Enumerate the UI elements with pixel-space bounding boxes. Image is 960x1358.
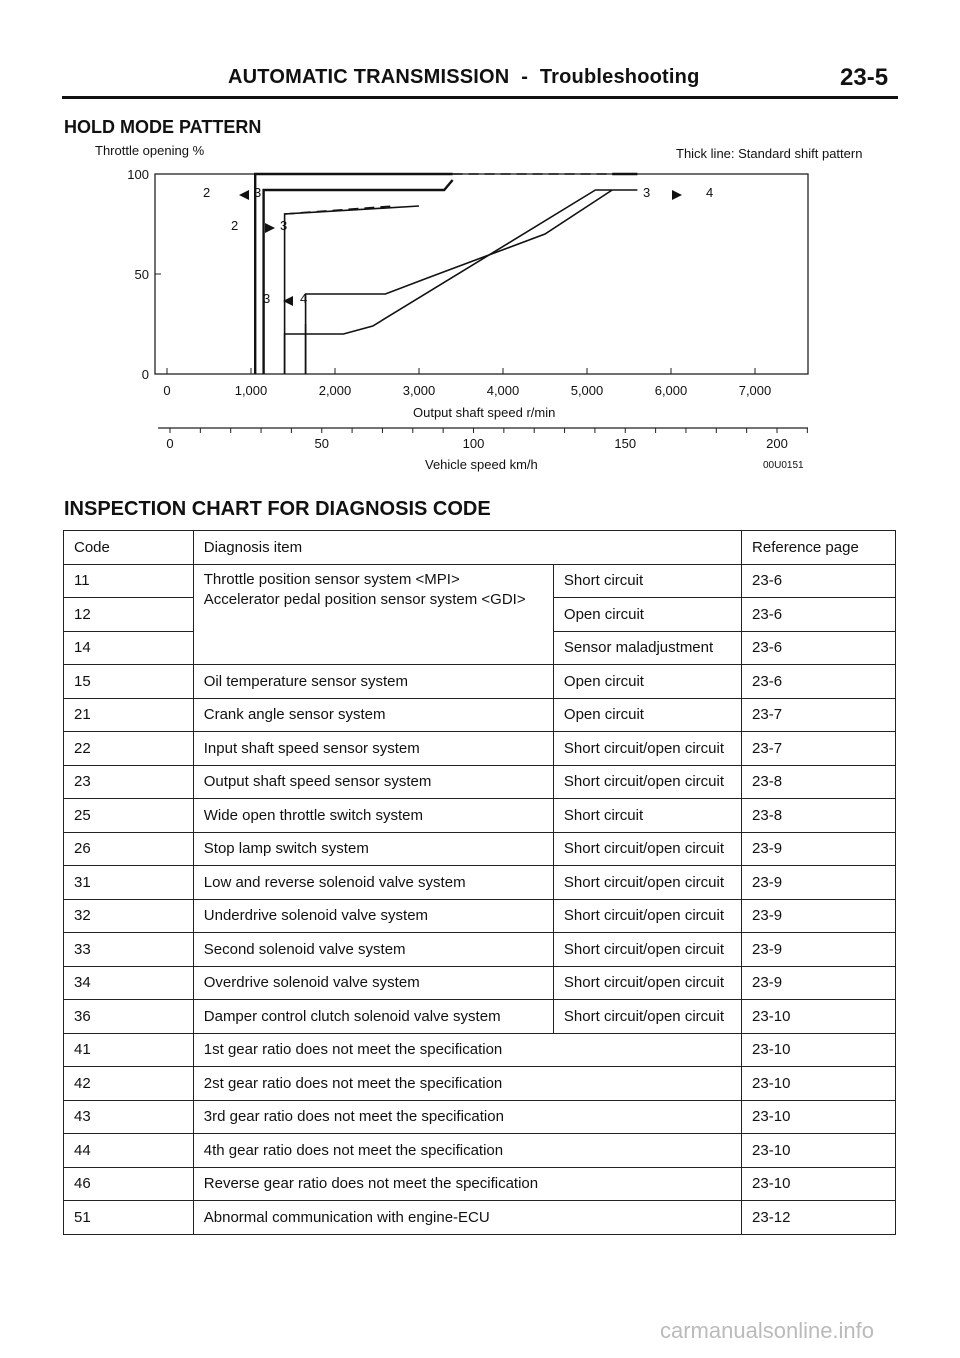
failure-cell: Short circuit/open circuit: [553, 866, 741, 900]
x2-tick-label: 50: [314, 436, 329, 451]
x-tick-label: 7,000: [738, 383, 772, 398]
reference-page-cell: 23-10: [742, 1000, 896, 1034]
table-row: [64, 1167, 896, 1201]
failure-cell: Short circuit/open circuit: [553, 765, 741, 799]
failure-cell: Short circuit/open circuit: [553, 899, 741, 933]
figure-code: 00U0151: [763, 460, 804, 471]
reference-page-cell: 23-8: [742, 765, 896, 799]
y-tick-label: 0: [141, 367, 149, 382]
code-cell: 31: [64, 866, 194, 900]
reference-page-cell: 23-10: [742, 1100, 896, 1134]
code-cell: 11: [64, 564, 194, 598]
reference-page-cell: 23-6: [742, 598, 896, 632]
table-row: [64, 732, 896, 766]
shift-arrow-icon: [265, 223, 275, 233]
code-cell: 33: [64, 933, 194, 967]
table-row: [64, 899, 896, 933]
table-row: [64, 1000, 896, 1034]
shift-arrow-icon: [239, 190, 249, 200]
reference-page-cell: 23-10: [742, 1033, 896, 1067]
table-row: [64, 966, 896, 1000]
code-cell: 21: [64, 698, 194, 732]
reference-page-cell: 23-10: [742, 1167, 896, 1201]
inspection-section-title: INSPECTION CHART FOR DIAGNOSIS CODE: [64, 498, 491, 520]
x2-tick-label: 100: [462, 436, 485, 451]
table-row: [64, 698, 896, 732]
failure-cell: Open circuit: [553, 698, 741, 732]
merged-item-line-2: Accelerator pedal position sensor system <GDI>: [203, 590, 526, 608]
table-row: [64, 1134, 896, 1168]
table-row: [64, 1067, 896, 1101]
table-row: [64, 799, 896, 833]
code-cell: 46: [64, 1167, 194, 1201]
header-ref: Reference page: [742, 531, 896, 565]
shift-label: 2: [231, 218, 239, 233]
reference-page-cell: 23-12: [742, 1201, 896, 1235]
hold-mode-section-title: HOLD MODE PATTERN: [64, 117, 262, 137]
table-row: [64, 866, 896, 900]
table-row: [64, 1100, 896, 1134]
code-cell: 34: [64, 966, 194, 1000]
title-main: AUTOMATIC TRANSMISSION: [228, 66, 510, 88]
reference-page-cell: 23-7: [742, 698, 896, 732]
x-tick-label: 5,000: [570, 383, 604, 398]
diagnosis-item-cell: 3rd gear ratio does not meet the specification: [193, 1100, 741, 1134]
plot-frame: [155, 174, 808, 374]
code-cell: 51: [64, 1201, 194, 1235]
page-number: 23-5: [840, 64, 889, 91]
code-cell: 15: [64, 665, 194, 699]
shift-arrow-icon: [672, 190, 682, 200]
reference-page-cell: 23-9: [742, 832, 896, 866]
diagnosis-item-cell: Output shaft speed sensor system: [193, 765, 553, 799]
diagnosis-item-cell: 2st gear ratio does not meet the specification: [193, 1067, 741, 1101]
x2-tick-label: 150: [614, 436, 637, 451]
table-row: [64, 765, 896, 799]
diagnosis-item-cell: Abnormal communication with engine-ECU: [193, 1201, 741, 1235]
diagnosis-item-cell: Second solenoid valve system: [193, 933, 553, 967]
shift-line: [306, 190, 613, 374]
reference-page-cell: 23-7: [742, 732, 896, 766]
failure-cell: Short circuit: [553, 799, 741, 833]
code-cell: 44: [64, 1134, 194, 1168]
failure-cell: Short circuit/open circuit: [553, 933, 741, 967]
code-cell: 42: [64, 1067, 194, 1101]
shift-line: [285, 206, 419, 374]
shift-label: 4: [706, 185, 714, 200]
diagnosis-code-table: [63, 530, 896, 1235]
failure-cell: Short circuit/open circuit: [553, 966, 741, 1000]
diagnosis-item-cell: 1st gear ratio does not meet the specification: [193, 1033, 741, 1067]
legend-note: Thick line: Standard shift pattern: [676, 146, 863, 161]
reference-page-cell: 23-6: [742, 564, 896, 598]
reference-page-cell: 23-6: [742, 631, 896, 665]
header-code: Code: [64, 531, 194, 565]
diagnosis-item-cell: Wide open throttle switch system: [193, 799, 553, 833]
title-subtitle: Troubleshooting: [539, 66, 700, 88]
x2-tick-label: 200: [766, 436, 788, 451]
diagnosis-item-cell: Crank angle sensor system: [193, 698, 553, 732]
reference-page-cell: 23-6: [742, 665, 896, 699]
failure-cell: Sensor maladjustment: [553, 631, 741, 665]
diagnosis-item-cell: Oil temperature sensor system: [193, 665, 553, 699]
header-item-spacer: [553, 531, 741, 565]
failure-cell: Short circuit: [553, 564, 741, 598]
diagnosis-item-cell: Reverse gear ratio does not meet the specification: [193, 1167, 741, 1201]
diagnosis-item-cell: Input shaft speed sensor system: [193, 732, 553, 766]
code-cell: 32: [64, 899, 194, 933]
shift-label: 2: [203, 185, 211, 200]
x-axis-title: Output shaft speed r/min: [413, 405, 556, 420]
code-cell: 22: [64, 732, 194, 766]
failure-cell: Short circuit/open circuit: [553, 1000, 741, 1034]
header-item: Diagnosis item: [193, 531, 553, 565]
diagnosis-item-cell: Overdrive solenoid valve system: [193, 966, 553, 1000]
y-tick-label: 100: [127, 167, 149, 182]
merged-item-line-1: Throttle position sensor system <MPI>: [203, 570, 460, 588]
x2-tick-label: 0: [166, 436, 174, 451]
failure-cell: Short circuit/open circuit: [553, 732, 741, 766]
table-row: [64, 564, 896, 598]
table-row: [64, 832, 896, 866]
table-row: [64, 665, 896, 699]
watermark: carmanualsonline.info: [660, 1318, 875, 1343]
failure-cell: Open circuit: [553, 665, 741, 699]
code-cell: 41: [64, 1033, 194, 1067]
diagnosis-item-cell: Low and reverse solenoid valve system: [193, 866, 553, 900]
shift-label: 3: [263, 291, 271, 306]
code-cell: 25: [64, 799, 194, 833]
x-tick-label: 0: [163, 383, 171, 398]
reference-page-cell: 23-10: [742, 1134, 896, 1168]
diagnosis-item-cell: [193, 564, 553, 665]
x-tick-label: 1,000: [234, 383, 268, 398]
code-cell: 23: [64, 765, 194, 799]
shift-line: [285, 190, 638, 374]
reference-page-cell: 23-8: [742, 799, 896, 833]
x-tick-label: 6,000: [654, 383, 688, 398]
failure-cell: Open circuit: [553, 598, 741, 632]
table-row: [64, 1201, 896, 1235]
diagnosis-item-cell: Damper control clutch solenoid valve system: [193, 1000, 553, 1034]
reference-page-cell: 23-9: [742, 933, 896, 967]
shift-label: 3: [254, 185, 262, 200]
shift-line: [285, 206, 394, 214]
reference-page-cell: 23-9: [742, 899, 896, 933]
code-cell: 26: [64, 832, 194, 866]
code-cell: 12: [64, 598, 194, 632]
shift-annotations: [203, 185, 713, 306]
y-axis-title: Throttle opening %: [95, 143, 205, 158]
x-tick-label: 4,000: [486, 383, 520, 398]
reference-page-cell: 23-9: [742, 866, 896, 900]
shift-label: 3: [643, 185, 651, 200]
reference-page-cell: 23-10: [742, 1067, 896, 1101]
table-row: [64, 933, 896, 967]
diagnosis-item-cell: 4th gear ratio does not meet the specification: [193, 1134, 741, 1168]
shift-label: 3: [280, 218, 288, 233]
table-header-row: [64, 531, 896, 565]
code-cell: 43: [64, 1100, 194, 1134]
diagnosis-item-cell: Stop lamp switch system: [193, 832, 553, 866]
failure-cell: Short circuit/open circuit: [553, 832, 741, 866]
x-tick-label: 3,000: [402, 383, 436, 398]
x2-axis-title: Vehicle speed km/h: [425, 457, 538, 472]
reference-page-cell: 23-9: [742, 966, 896, 1000]
shift-label: 4: [300, 291, 308, 306]
table-row: [64, 1033, 896, 1067]
shift-lines: [255, 174, 637, 374]
code-cell: 36: [64, 1000, 194, 1034]
diagnosis-item-cell: Underdrive solenoid valve system: [193, 899, 553, 933]
title-separator: -: [521, 66, 529, 88]
y-tick-label: 50: [134, 267, 149, 282]
x-tick-label: 2,000: [318, 383, 352, 398]
code-cell: 14: [64, 631, 194, 665]
